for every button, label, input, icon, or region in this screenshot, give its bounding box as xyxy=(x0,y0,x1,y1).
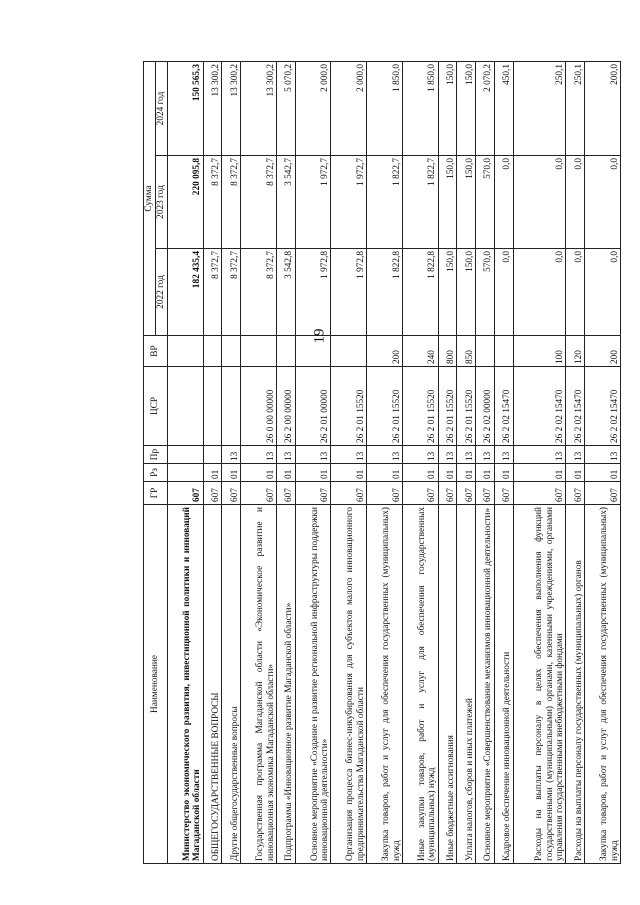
cell-name: Закупка товаров, работ и услуг для обеспечения государственных (муниципальных) нужд xyxy=(367,505,403,864)
cell-name: Расходы на выплаты персоналу в целях обеспечения выполнения функций государственными (муниципальными) органами, казенными учреждениями, органами управления государственными внебюджетными фондами xyxy=(513,505,566,864)
cell-v2024: 2 000,0 xyxy=(295,61,331,155)
cell-vr xyxy=(168,336,204,367)
cell-pr: 13 xyxy=(367,446,403,464)
cell-v2024: 1 850,0 xyxy=(367,61,403,155)
cell-v2023: 1 822,7 xyxy=(402,156,438,249)
cell-vr: 200 xyxy=(585,336,621,367)
cell-v2023: 150,0 xyxy=(438,156,457,249)
cell-v2023: 8 372,7 xyxy=(222,156,241,249)
cell-v2022: 8 372,7 xyxy=(241,249,277,336)
cell-name: Министерство экономического развития, инвестиционной политики и инноваций Магаданской области xyxy=(168,505,204,864)
cell-v2023: 570,0 xyxy=(476,156,495,249)
cell-csr: 26 2 00 00000 xyxy=(276,367,295,446)
cell-v2022: 150,0 xyxy=(457,249,476,336)
cell-vr xyxy=(295,336,331,367)
table-row xyxy=(241,61,277,863)
cell-v2023: 0,0 xyxy=(566,156,585,249)
cell-rz: 01 xyxy=(494,464,513,482)
table-row xyxy=(457,61,476,863)
cell-gr: 607 xyxy=(168,482,204,505)
cell-v2024: 2 000,0 xyxy=(331,61,367,155)
cell-v2024: 1 850,0 xyxy=(402,61,438,155)
cell-v2022: 8 372,7 xyxy=(203,249,222,336)
cell-csr: 26 2 01 15520 xyxy=(438,367,457,446)
table-row xyxy=(566,61,585,863)
table-row xyxy=(203,61,222,863)
cell-v2023: 0,0 xyxy=(494,156,513,249)
cell-vr: 240 xyxy=(402,336,438,367)
cell-pr: 13 xyxy=(457,446,476,464)
cell-pr: 13 xyxy=(494,446,513,464)
cell-v2024: 13 300,2 xyxy=(241,61,277,155)
cell-name: Расходы на выплаты персоналу государственных (муниципальных) органов xyxy=(566,505,585,864)
cell-gr: 607 xyxy=(276,482,295,505)
cell-rz: 01 xyxy=(402,464,438,482)
cell-vr: 200 xyxy=(367,336,403,367)
cell-rz: 01 xyxy=(222,464,241,482)
cell-v2024: 200,0 xyxy=(585,61,621,155)
cell-v2024: 13 300,2 xyxy=(222,61,241,155)
cell-name: Подпрограмма «Инновационное развитие Магаданской области» xyxy=(276,505,295,864)
cell-gr: 607 xyxy=(513,482,566,505)
cell-csr: 26 2 01 15520 xyxy=(367,367,403,446)
cell-gr: 607 xyxy=(367,482,403,505)
cell-rz: 01 xyxy=(513,464,566,482)
cell-name: Другие общегосударственные вопросы xyxy=(222,505,241,864)
table-body xyxy=(168,61,621,863)
cell-gr: 607 xyxy=(402,482,438,505)
cell-v2024: 150 565,3 xyxy=(168,61,204,155)
cell-v2024: 450,1 xyxy=(494,61,513,155)
cell-rz: 01 xyxy=(476,464,495,482)
cell-vr xyxy=(476,336,495,367)
cell-gr: 607 xyxy=(457,482,476,505)
cell-name: Кадровое обеспечение инновационной деятельности xyxy=(494,505,513,864)
table-row xyxy=(494,61,513,863)
cell-v2022: 0,0 xyxy=(494,249,513,336)
cell-v2022: 1 972,8 xyxy=(295,249,331,336)
cell-gr: 607 xyxy=(585,482,621,505)
header-name: Наименование xyxy=(144,505,168,864)
cell-name: Государственная программа Магаданской области «Экономическое развитие и инновационная экономика Магаданской области» xyxy=(241,505,277,864)
cell-pr: 13 xyxy=(276,446,295,464)
cell-rz: 01 xyxy=(295,464,331,482)
header-year-2023: 2023 год xyxy=(156,156,168,249)
cell-pr: 13 xyxy=(241,446,277,464)
cell-pr: 13 xyxy=(476,446,495,464)
cell-rz: 01 xyxy=(367,464,403,482)
table-row xyxy=(513,61,566,863)
cell-v2022: 0,0 xyxy=(513,249,566,336)
cell-pr: 13 xyxy=(513,446,566,464)
cell-rz: 01 xyxy=(331,464,367,482)
cell-v2023: 0,0 xyxy=(585,156,621,249)
cell-csr: 26 2 01 15520 xyxy=(457,367,476,446)
cell-pr: 13 xyxy=(438,446,457,464)
cell-v2024: 150,0 xyxy=(457,61,476,155)
cell-pr xyxy=(168,446,204,464)
cell-vr xyxy=(241,336,277,367)
cell-v2023: 3 542,7 xyxy=(276,156,295,249)
cell-csr: 26 2 01 00000 xyxy=(295,367,331,446)
cell-csr: 26 2 01 15520 xyxy=(331,367,367,446)
cell-v2023: 220 095,8 xyxy=(168,156,204,249)
cell-v2022: 182 435,4 xyxy=(168,249,204,336)
header-sum: Сумма xyxy=(144,61,156,335)
cell-gr: 607 xyxy=(494,482,513,505)
cell-name: Иные закупки товаров, работ и услуг для обеспечения государственных (муниципальных) нужд xyxy=(402,505,438,864)
cell-pr: 13 xyxy=(585,446,621,464)
table-row xyxy=(585,61,621,863)
budget-table-sheet xyxy=(143,62,621,864)
cell-vr xyxy=(203,336,222,367)
cell-pr: 13 xyxy=(402,446,438,464)
cell-name: Основное мероприятие «Создание и развитие региональной инфраструктуры поддержки инновационной деятельности» xyxy=(295,505,331,864)
cell-rz: 01 xyxy=(457,464,476,482)
table-row xyxy=(438,61,457,863)
budget-table xyxy=(143,61,621,864)
header-year-2024: 2024 год xyxy=(156,61,168,155)
cell-v2022: 0,0 xyxy=(566,249,585,336)
cell-v2024: 2 070,2 xyxy=(476,61,495,155)
cell-csr xyxy=(222,367,241,446)
cell-rz: 01 xyxy=(241,464,277,482)
cell-v2023: 0,0 xyxy=(513,156,566,249)
cell-pr: 13 xyxy=(331,446,367,464)
cell-pr: 13 xyxy=(222,446,241,464)
cell-csr: 26 2 01 15520 xyxy=(402,367,438,446)
cell-v2022: 1 822,8 xyxy=(367,249,403,336)
cell-csr xyxy=(168,367,204,446)
header-csr: ЦСР xyxy=(144,367,168,446)
cell-csr: 26 2 02 00000 xyxy=(476,367,495,446)
table-row xyxy=(331,61,367,863)
cell-v2023: 1 972,7 xyxy=(295,156,331,249)
cell-vr xyxy=(331,336,367,367)
cell-name: Закупка товаров, работ и услуг для обеспечения государственных (муниципальных) нужд xyxy=(585,505,621,864)
cell-rz: 01 xyxy=(585,464,621,482)
table-row xyxy=(367,61,403,863)
cell-rz: 01 xyxy=(566,464,585,482)
cell-csr: 26 2 02 15470 xyxy=(494,367,513,446)
header-rz: Рз xyxy=(144,464,168,482)
cell-name: Основное мероприятие «Совершенствование механизмов инновационной деятельности» xyxy=(476,505,495,864)
cell-vr: 800 xyxy=(438,336,457,367)
cell-pr: 13 xyxy=(295,446,331,464)
cell-v2022: 3 542,8 xyxy=(276,249,295,336)
page-number: 19 xyxy=(311,328,328,344)
cell-rz: 01 xyxy=(203,464,222,482)
cell-csr: 26 2 02 15470 xyxy=(585,367,621,446)
cell-v2024: 5 070,2 xyxy=(276,61,295,155)
cell-v2024: 250,1 xyxy=(513,61,566,155)
cell-gr: 607 xyxy=(331,482,367,505)
table-row xyxy=(295,61,331,863)
header-pr: Пр xyxy=(144,446,168,464)
cell-name: Организация процесса бизнес-инкубирования для субъектов малого инновационного предпринимательства Магаданской области xyxy=(331,505,367,864)
cell-gr: 607 xyxy=(222,482,241,505)
cell-v2023: 8 372,7 xyxy=(241,156,277,249)
cell-vr xyxy=(276,336,295,367)
cell-v2022: 1 822,8 xyxy=(402,249,438,336)
cell-gr: 607 xyxy=(241,482,277,505)
cell-csr: 26 2 02 15470 xyxy=(566,367,585,446)
cell-gr: 607 xyxy=(295,482,331,505)
cell-v2022: 0,0 xyxy=(585,249,621,336)
cell-v2023: 150,0 xyxy=(457,156,476,249)
cell-vr: 850 xyxy=(457,336,476,367)
cell-csr: 26 0 00 00000 xyxy=(241,367,277,446)
cell-gr: 607 xyxy=(438,482,457,505)
cell-gr: 607 xyxy=(476,482,495,505)
cell-v2022: 1 972,8 xyxy=(331,249,367,336)
cell-v2023: 1 822,7 xyxy=(367,156,403,249)
table-row xyxy=(402,61,438,863)
cell-csr xyxy=(203,367,222,446)
cell-v2024: 13 300,2 xyxy=(203,61,222,155)
cell-rz: 01 xyxy=(438,464,457,482)
header-gr: ГР xyxy=(144,482,168,505)
cell-name: ОБЩЕГОСУДАРСТВЕННЫЕ ВОПРОСЫ xyxy=(203,505,222,864)
cell-pr xyxy=(203,446,222,464)
cell-gr: 607 xyxy=(203,482,222,505)
cell-vr xyxy=(222,336,241,367)
cell-v2024: 250,1 xyxy=(566,61,585,155)
cell-rz: 01 xyxy=(276,464,295,482)
table-row xyxy=(222,61,241,863)
table-row xyxy=(476,61,495,863)
cell-v2022: 150,0 xyxy=(438,249,457,336)
cell-v2024: 150,0 xyxy=(438,61,457,155)
cell-rz xyxy=(168,464,204,482)
cell-vr: 100 xyxy=(513,336,566,367)
table-row xyxy=(276,61,295,863)
cell-vr: 120 xyxy=(566,336,585,367)
cell-gr: 607 xyxy=(566,482,585,505)
header-vr: ВР xyxy=(144,336,168,367)
cell-name: Уплата налогов, сборов и иных платежей xyxy=(457,505,476,864)
cell-pr: 13 xyxy=(566,446,585,464)
cell-vr xyxy=(494,336,513,367)
header-year-2022: 2022 год xyxy=(156,249,168,336)
cell-v2022: 570,0 xyxy=(476,249,495,336)
cell-v2023: 8 372,7 xyxy=(203,156,222,249)
cell-csr: 26 2 02 15470 xyxy=(513,367,566,446)
cell-v2023: 1 972,7 xyxy=(331,156,367,249)
cell-name: Иные бюджетные ассигнования xyxy=(438,505,457,864)
cell-v2022: 8 372,7 xyxy=(222,249,241,336)
table-row xyxy=(168,61,204,863)
